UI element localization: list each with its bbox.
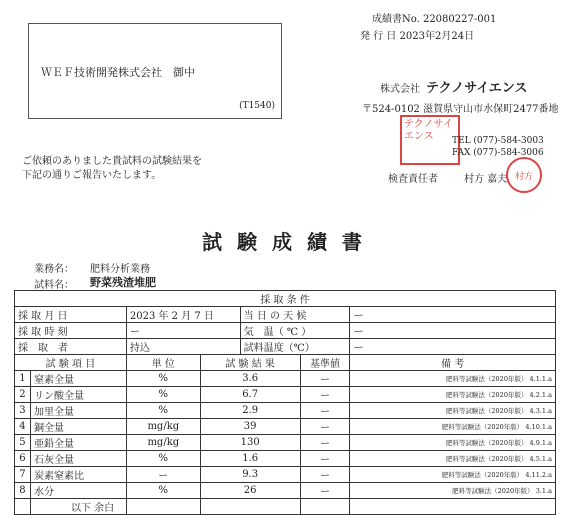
sampling-date-label: 採 取 月 日 [15, 307, 127, 323]
service-label: 業務名： [34, 264, 74, 275]
sampling-row [15, 323, 556, 339]
column-header-standard: 基準値 [300, 355, 350, 371]
row-item: 銅全量 [30, 419, 126, 435]
footer-text: 以下 余白 [30, 499, 126, 515]
company-tel: TEL (077)-584-3003 [452, 136, 544, 146]
row-number: 3 [15, 403, 31, 419]
row-unit: % [126, 483, 200, 499]
row-result: 39 [200, 419, 300, 435]
row-note: 肥料等試験法（2020年版） 4.3.1.a [350, 403, 556, 419]
sample-label: 試料名： [34, 280, 74, 291]
row-item: リン酸全量 [30, 387, 126, 403]
row-note: 肥料等試験法（2020年版） 4.10.1.a [350, 419, 556, 435]
table-row [15, 419, 556, 435]
recipient-name: ＷＥＦ技術開発株式会社 御中 [41, 66, 195, 79]
row-note: 肥料等試験法（2020年版） 4.2.1.a [350, 387, 556, 403]
row-number: 7 [15, 467, 31, 483]
row-number: 2 [15, 387, 31, 403]
row-unit: mg/kg [126, 419, 200, 435]
recipient-code: (T1540) [239, 101, 275, 111]
inspector-name: 村方 嘉夫 [464, 174, 508, 185]
row-number: 8 [15, 483, 31, 499]
table-row [15, 483, 556, 499]
personal-seal-stamp: 村方 [506, 157, 542, 193]
table-row [15, 371, 556, 387]
row-standard: ー [300, 403, 350, 419]
document-title: 試 験 成 績 書 [202, 230, 366, 254]
weather-label: 当 日 の 天 候 [240, 307, 350, 323]
sampling-row [15, 307, 556, 323]
row-unit: mg/kg [126, 435, 200, 451]
sample-temp-label: 試料温度（℃） [240, 339, 350, 355]
table-row [15, 467, 556, 483]
recipient-box [28, 23, 282, 119]
sample-temp-value: ー [350, 339, 556, 355]
inspector-label: 検査責任者 [388, 174, 438, 185]
company-seal-stamp: テクノサイエンス [400, 115, 460, 165]
row-result: 130 [200, 435, 300, 451]
sampling-row [15, 339, 556, 355]
collector-value: 持込 [126, 339, 240, 355]
sampling-date-value: 2023 年 2 月 7 日 [126, 307, 240, 323]
row-standard: ー [300, 451, 350, 467]
air-temp-label: 気 温（ ℃ ） [240, 323, 350, 339]
intro-line-1: ご依頼のありました貴試料の試験結果を [22, 156, 202, 167]
row-number: 5 [15, 435, 31, 451]
company-address: 〒524-0102 滋賀県守山市水保町2477番地 [362, 104, 559, 115]
row-item: 亜鉛全量 [30, 435, 126, 451]
sample-value: 野菜残渣堆肥 [90, 276, 156, 289]
row-result: 9.3 [200, 467, 300, 483]
sampling-time-label: 採 取 時 刻 [15, 323, 127, 339]
service-value: 肥料分析業務 [90, 264, 150, 275]
row-standard: ー [300, 483, 350, 499]
row-standard: ー [300, 371, 350, 387]
column-header-row [15, 355, 556, 371]
row-item: 石灰全量 [30, 451, 126, 467]
weather-value: ー [350, 307, 556, 323]
row-result: 6.7 [200, 387, 300, 403]
table-row [15, 387, 556, 403]
row-unit: % [126, 387, 200, 403]
row-note: 肥料等試験法（2020年版） 4.1.1.a [350, 371, 556, 387]
footer-row [15, 499, 556, 515]
company-name: テクノサイエンス [426, 81, 528, 96]
row-unit: % [126, 371, 200, 387]
sampling-header: 採 取 条 件 [15, 291, 556, 307]
row-standard: ー [300, 467, 350, 483]
column-header-unit: 単 位 [126, 355, 200, 371]
row-result: 3.6 [200, 371, 300, 387]
sampling-time-value: ー [126, 323, 240, 339]
table-row [15, 403, 556, 419]
row-note: 肥料等試験法（2020年版） 3.1.a [350, 483, 556, 499]
table-row [15, 451, 556, 467]
issue-date: 発 行 日 2023年2月24日 [360, 31, 475, 42]
row-result: 1.6 [200, 451, 300, 467]
row-item: 水分 [30, 483, 126, 499]
row-unit: ー [126, 467, 200, 483]
row-result: 26 [200, 483, 300, 499]
row-note: 肥料等試験法（2020年版） 4.5.1.a [350, 451, 556, 467]
column-header-note: 備 考 [350, 355, 556, 371]
row-item: 窒素全量 [30, 371, 126, 387]
column-header-result: 試 験 結 果 [200, 355, 300, 371]
company-fax: FAX (077)-584-3006 [452, 148, 544, 158]
row-standard: ー [300, 419, 350, 435]
row-number: 4 [15, 419, 31, 435]
sampling-header-row [15, 291, 556, 307]
row-number: 6 [15, 451, 31, 467]
row-unit: % [126, 403, 200, 419]
air-temp-value: ー [350, 323, 556, 339]
row-standard: ー [300, 387, 350, 403]
row-result: 2.9 [200, 403, 300, 419]
intro-line-2: 下記の通りご報告いたします。 [22, 170, 162, 181]
results-table [14, 290, 556, 515]
certificate-number: 成績書No. 22080227-001 [372, 14, 497, 25]
table-row [15, 435, 556, 451]
row-item: 加里全量 [30, 403, 126, 419]
row-unit: % [126, 451, 200, 467]
company-label: 株式会社 [380, 84, 420, 95]
collector-label: 採 取 者 [15, 339, 127, 355]
row-note: 肥料等試験法（2020年版） 4.11.2.a [350, 467, 556, 483]
row-standard: ー [300, 435, 350, 451]
row-number: 1 [15, 371, 31, 387]
row-note: 肥料等試験法（2020年版） 4.9.1.a [350, 435, 556, 451]
column-header-item: 試 験 項 目 [15, 355, 127, 371]
row-item: 炭素窒素比 [30, 467, 126, 483]
